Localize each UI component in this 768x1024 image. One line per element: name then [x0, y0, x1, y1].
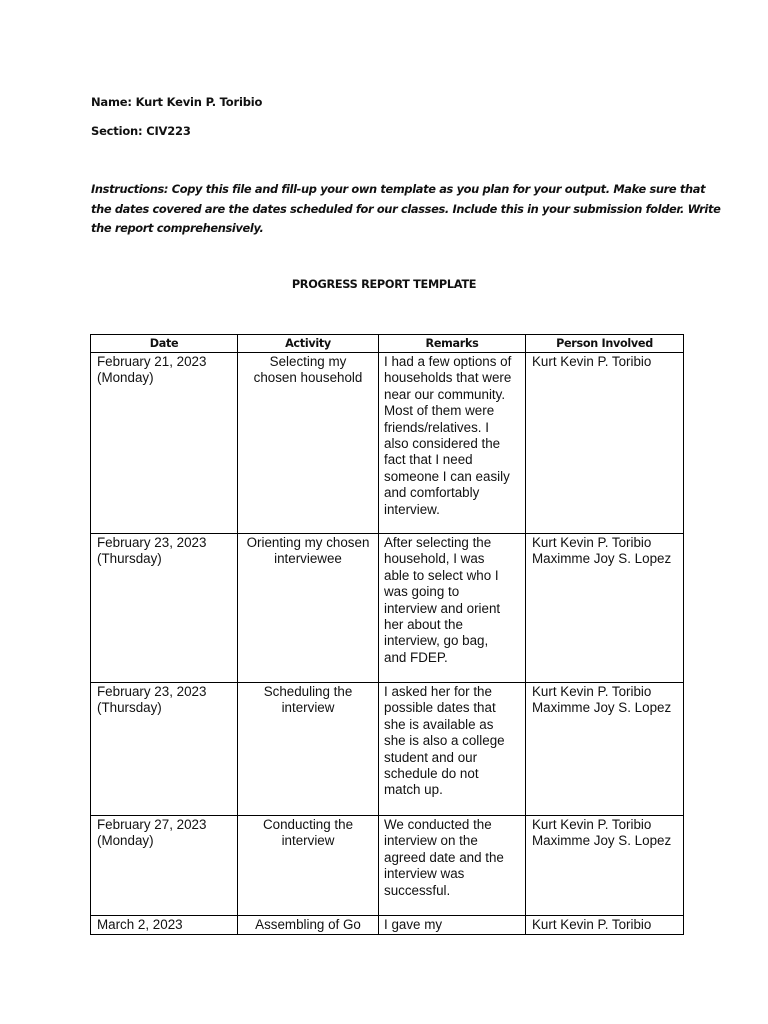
person-text: Maximme Joy S. Lopez — [532, 551, 672, 567]
table-row — [91, 916, 684, 935]
remarks-text: I had a few options of — [384, 354, 512, 369]
person-text: Kurt Kevin P. Toribio — [532, 817, 652, 832]
date-text: February 21, 2023 — [97, 354, 207, 369]
remarks-text: Most of them were — [384, 403, 495, 419]
person-cell — [526, 683, 684, 816]
remarks-text: match up. — [384, 782, 443, 798]
person-text: Maximme Joy S. Lopez — [532, 700, 672, 716]
remarks-text: successful. — [384, 882, 451, 898]
date-cell — [91, 816, 238, 916]
table-header-row — [91, 335, 684, 353]
date-text: February 23, 2023 — [97, 535, 207, 550]
remarks-text: student and our — [384, 749, 478, 765]
report-title: PROGRESS REPORT TEMPLATE — [291, 278, 477, 291]
table-row — [91, 683, 684, 816]
person-cell — [526, 353, 684, 534]
remarks-cell — [379, 916, 526, 935]
remarks-text: her about the — [384, 617, 463, 633]
date-cell — [91, 534, 238, 683]
remarks-text: schedule do not — [384, 766, 479, 782]
weekday-text: (Thursday) — [97, 551, 162, 567]
person-text: Kurt Kevin P. Toribio — [532, 684, 652, 699]
remarks-text: interview. — [384, 501, 440, 517]
column-header-date: Date — [91, 335, 238, 353]
remarks-text: possible dates that — [384, 700, 496, 716]
activity-text: Assembling of Go — [255, 917, 361, 932]
remarks-cell — [379, 816, 526, 916]
activity-cell — [238, 683, 379, 816]
student-section: Section: CIV223 — [91, 124, 191, 138]
activity-text: Scheduling the — [263, 684, 353, 699]
remarks-text: interview, go bag, — [384, 633, 489, 649]
remarks-text: agreed date and the — [384, 849, 504, 865]
activity-text: chosen household — [253, 370, 363, 386]
date-text: February 23, 2023 — [97, 684, 207, 699]
remarks-text: household, I was — [384, 551, 485, 567]
activity-cell — [238, 816, 379, 916]
person-text: Maximme Joy S. Lopez — [532, 833, 672, 849]
person-text: Kurt Kevin P. Toribio — [532, 354, 652, 369]
remarks-text: able to select who I — [384, 567, 499, 583]
activity-cell — [238, 916, 379, 935]
table-row — [91, 353, 684, 534]
remarks-text: was going to — [384, 584, 460, 600]
activity-text: Orienting my chosen — [246, 535, 370, 550]
remarks-text: she is available as — [384, 716, 494, 732]
remarks-cell — [379, 534, 526, 683]
activity-text: Selecting my — [269, 354, 347, 369]
date-cell — [91, 916, 238, 935]
weekday-text: (Monday) — [97, 833, 154, 849]
instructions-line: the report comprehensively. — [91, 221, 264, 236]
remarks-text: and FDEP. — [384, 649, 448, 665]
remarks-text: and comfortably — [384, 485, 480, 501]
instructions-line: Instructions: Copy this file and fill-up your own template as you plan for your output. Make sure that — [91, 182, 706, 196]
remarks-text: households that were — [384, 370, 512, 386]
remarks-text: We conducted the — [384, 817, 492, 832]
remarks-text: she is also a college — [384, 733, 505, 749]
instructions-line: the dates covered are the dates scheduled for our classes. Include this in your submission folder. Write — [91, 201, 721, 216]
weekday-text: (Thursday) — [97, 700, 162, 716]
remarks-cell — [379, 353, 526, 534]
date-cell — [91, 353, 238, 534]
remarks-cell — [379, 683, 526, 816]
table-row — [91, 534, 684, 683]
table-row — [91, 816, 684, 916]
activity-text: interview — [281, 700, 335, 716]
remarks-text: interview and orient — [384, 600, 501, 616]
remarks-text: After selecting the — [384, 535, 492, 550]
remarks-text: I asked her for the — [384, 684, 492, 699]
remarks-text: friends/relatives. I — [384, 419, 489, 435]
remarks-text: interview was — [384, 866, 465, 882]
date-text: February 27, 2023 — [97, 817, 207, 832]
person-text: Kurt Kevin P. Toribio — [532, 535, 652, 550]
date-text: March 2, 2023 — [97, 917, 183, 932]
remarks-text: interview on the — [384, 833, 478, 849]
weekday-text: (Monday) — [97, 370, 154, 386]
progress-report-table — [90, 334, 684, 935]
column-header-activity: Activity — [238, 335, 379, 353]
person-text: Kurt Kevin P. Toribio — [532, 917, 652, 932]
person-cell — [526, 816, 684, 916]
activity-text: interview — [281, 833, 335, 849]
person-cell — [526, 916, 684, 935]
date-cell — [91, 683, 238, 816]
student-name: Name: Kurt Kevin P. Toribio — [91, 95, 263, 109]
column-header-remarks: Remarks — [379, 335, 526, 353]
remarks-text: someone I can easily — [384, 468, 510, 484]
activity-cell — [238, 353, 379, 534]
person-cell — [526, 534, 684, 683]
instructions-paragraph — [91, 180, 721, 239]
activity-text: interviewee — [274, 551, 342, 567]
activity-text: Conducting the — [262, 817, 354, 832]
remarks-text: fact that I need — [384, 452, 473, 468]
activity-cell — [238, 534, 379, 683]
remarks-text: I gave my — [384, 917, 443, 932]
remarks-text: also considered the — [384, 436, 501, 452]
remarks-text: near our community. — [384, 386, 506, 402]
column-header-person-involved: Person Involved — [526, 335, 684, 353]
